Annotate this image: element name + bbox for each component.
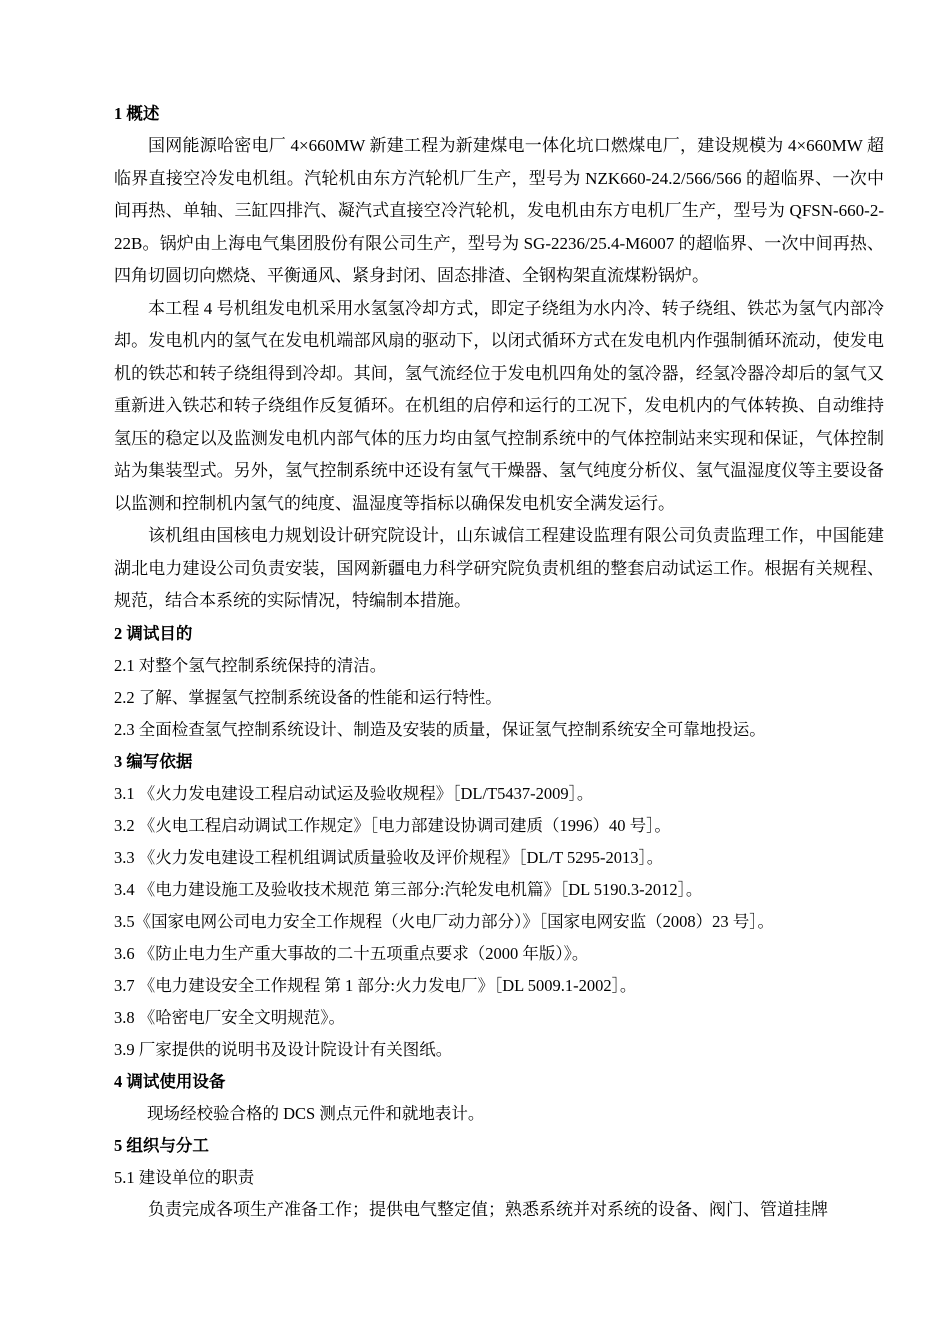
basis-item-1: 3.1 《火力发电建设工程启动试运及验收规程》［DL/T5437-2009］。 <box>114 783 594 803</box>
section-heading-equipment: 4 调试使用设备 <box>114 1071 226 1091</box>
basis-item-3: 3.3 《火力发电建设工程机组调试质量验收及评价规程》［DL/T 5295-2013］。 <box>114 847 664 867</box>
overview-paragraph-2: 本工程 4 号机组发电机采用水氢氢冷却方式，即定子绕组为水内冷、转子绕组、铁芯为氢气内部冷却。发电机内的氢气在发电机端部风扇的驱动下，以闭式循环方式在发电机内作强制循环流动，使发电机的铁芯和转子绕组得到冷却。其间，氢气流经位于发电机四角处的氢冷器，经氢冷器冷却后的氢气又重新进入铁芯和转子绕组作反复循环。在机组的启停和运行的工况下，发电机内的气体转换、自动维持氢压的稳定以及监测发电机内部气体的压力均由氢气控制系统中的气体控制站来实现和保证，气体控制站为集装型式。另外，氢气控制系统中还设有氢气干燥器、氢气纯度分析仪、氢气温湿度仪等主要设备以监测和控制机内氢气的纯度、温湿度等指标以确保发电机安全满发运行。 <box>114 298 884 513</box>
section-heading-basis: 3 编写依据 <box>114 751 193 771</box>
purpose-item-3: 2.3 全面检查氢气控制系统设计、制造及安装的质量，保证氢气控制系统安全可靠地投运。 <box>114 719 766 739</box>
section-heading-overview: 1 概述 <box>114 104 160 123</box>
owner-duties-text: 负责完成各项生产准备工作；提供电气整定值；熟悉系统并对系统的设备、阀门、管道挂牌 <box>148 1199 828 1219</box>
section-heading-organization: 5 组织与分工 <box>114 1135 209 1155</box>
basis-item-2: 3.2 《火电工程启动调试工作规定》［电力部建设协调司建质（1996）40 号］。 <box>114 815 671 835</box>
basis-item-4: 3.4 《电力建设施工及验收技术规范 第三部分:汽轮发电机篇》［DL 5190.3-2012］。 <box>114 879 703 899</box>
document-page <box>114 98 884 1226</box>
overview-paragraph-3: 该机组由国核电力规划设计研究院设计，山东诚信工程建设监理有限公司负责监理工作，中国能建湖北电力建设公司负责安装，国网新疆电力科学研究院负责机组的整套启动试运工作。根据有关规程、规范，结合本系统的实际情况，特编制本措施。 <box>114 526 884 610</box>
basis-item-8: 3.8 《哈密电厂安全文明规范》。 <box>114 1007 345 1027</box>
basis-item-5: 3.5《国家电网公司电力安全工作规程（火电厂动力部分）》［国家电网安监（2008）23 号］。 <box>114 911 774 931</box>
basis-item-9: 3.9 厂家提供的说明书及设计院设计有关图纸。 <box>114 1039 453 1059</box>
basis-item-6: 3.6 《防止电力生产重大事故的二十五项重点要求（2000 年版）》。 <box>114 943 589 963</box>
purpose-item-2: 2.2 了解、掌握氢气控制系统设备的性能和运行特性。 <box>114 687 502 707</box>
basis-item-7: 3.7 《电力建设安全工作规程 第 1 部分:火力发电厂》［DL 5009.1-2002］。 <box>114 975 637 995</box>
section-heading-purpose: 2 调试目的 <box>114 623 193 643</box>
overview-paragraph-1: 国网能源哈密电厂 4×660MW 新建工程为新建煤电一体化坑口燃煤电厂，建设规模为 4×660MW 超临界直接空冷发电机组。汽轮机由东方汽轮机厂生产，型号为 NZK660-24.2/566/566 的超临界、一次中间再热、单轴、三缸四排汽、凝汽式直接空冷汽轮机，发电机由东方电机厂生产，型号为 QFSN-660-2-22B。锅炉由上海电气集团股份有限公司生产，型号为 SG-2236/25.4-M6007 的超临界、一次中间再热、四角切圆切向燃烧、平衡通风、紧身封闭、固态排渣、全钢构架直流煤粉锅炉。 <box>114 136 884 285</box>
equipment-text: 现场经校验合格的 DCS 测点元件和就地表计。 <box>147 1103 485 1123</box>
purpose-item-1: 2.1 对整个氢气控制系统保持的清洁。 <box>114 655 387 675</box>
organization-subheading-owner: 5.1 建设单位的职责 <box>114 1167 255 1187</box>
